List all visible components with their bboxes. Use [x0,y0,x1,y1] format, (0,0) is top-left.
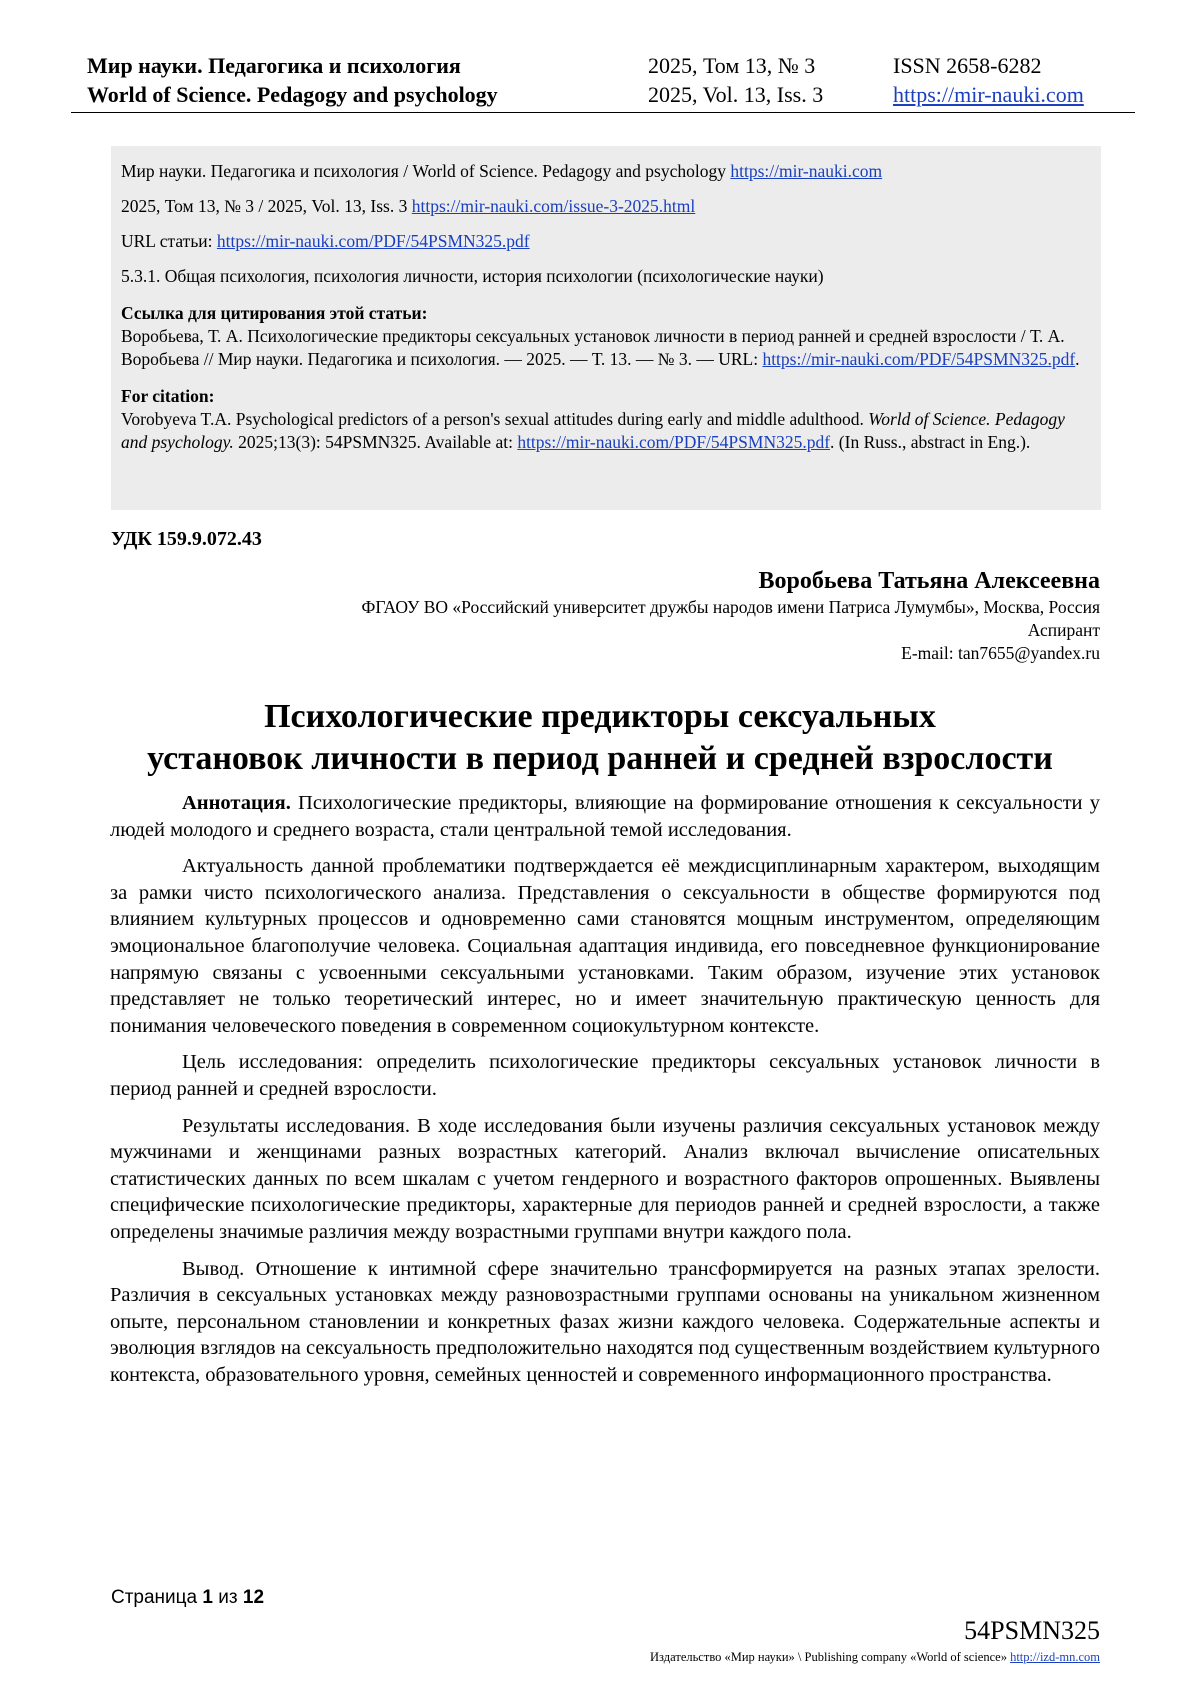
cite-ru-text: Воробьева, Т. А. Психологические предикторы сексуальных установок личности в период ранней и средней взрослости / Т. А. Воробьева // Мир науки. Педагогика и психология. — 2025. — Т. 13. — № 3. — URL: https://mir-nauki.com/PDF/54PSMN325.pdf. [121,326,1080,369]
abstract-paragraph: Актуальность данной проблематики подтверждается её междисциплинарным характером, выходящим за рамки чисто психологического анализа. Представления о сексуальности в обществе формируются под влиянием культурных процессов и одновременно сами становятся мощным инструментом, определяющим эмоциональное благополучие человека. Социальная адаптация индивида, его повседневное функционирование напрямую связаны с усвоенными сексуальными установками. Таким образом, изучение этих установок представляет не только теоретический интерес, но и имеет значительную практическую ценность для понимания человеческого поведения в современном социокультурном контексте. [110,855,1100,1037]
author-block [100,566,1100,665]
author-affiliation: ФГАОУ ВО «Российский университет дружбы народов имени Патриса Лумумбы», Москва, Россия [361,597,1100,617]
journal-title-ru: Мир науки. Педагогика и психология [87,53,461,78]
title-line-1: Психологические предикторы сексуальных [264,698,936,735]
author-email: E-mail: tan7655@yandex.ru [901,643,1100,663]
cite-ru-link[interactable]: https://mir-nauki.com/PDF/54PSMN325.pdf [762,349,1076,369]
journal-site-link[interactable]: https://mir-nauki.com [893,82,1084,107]
info-issue-line: 2025, Том 13, № 3 / 2025, Vol. 13, Iss. 3 https://mir-nauki.com/issue-3-2025.html [121,196,696,216]
udk-code: УДК 159.9.072.43 [111,528,262,550]
article-title [100,696,1100,780]
page-counter: Страница 1 из 12 [111,1587,265,1608]
cite-en-text: Vorobyeva T.A. Psychological predictors of a person's sexual attitudes during early and middle adulthood. World of Science. Pedagogy and psychology. 2025;13(3): 54PSMN325. Available at: https://mir-nauki.com/PDF/54PSMN325.pdf. (In Russ., abstract in Eng.). [121,409,1065,452]
issue-ru: 2025, Том 13, № 3 [648,53,816,78]
abstract [110,790,1100,1398]
info-article-link[interactable]: https://mir-nauki.com/PDF/54PSMN325.pdf [216,231,530,251]
article-code: 54PSMN325 [964,1616,1100,1645]
author-position: Аспирант [1027,620,1100,640]
citation-info-box [111,146,1101,510]
info-journal-line: Мир науки. Педагогика и психология / World of Science. Pedagogy and psychology https://mir-nauki.com [121,161,883,181]
issn: ISSN 2658-6282 [893,53,1042,78]
author-name: Воробьева Татьяна Алексеевна [758,568,1100,594]
cite-en-heading: For citation: [121,386,215,406]
publisher-line: Издательство «Мир науки» \ Publishing company «World of science» http://izd-mn.com [650,1650,1100,1664]
info-url-line: URL статьи: https://mir-nauki.com/PDF/54PSMN325.pdf [121,231,530,251]
abstract-paragraph: Цель исследования: определить психологические предикторы сексуальных установок личности в период ранней и средней взрослости. [110,1051,1100,1100]
info-specialty-line: 5.3.1. Общая психология, психология личности, история психологии (психологические науки) [121,266,824,286]
abstract-paragraph: Вывод. Отношение к интимной сфере значительно трансформируется на разных этапах зрелости. Различия в сексуальных установках между разновозрастными группами основаны на уникальном жизненном опыте, персональном становлении и конкретных фазах жизни каждого человека. Содержательные аспекты и эволюция взглядов на сексуальность предположительно находятся под существенным воздействием культурного контекста, образовательного уровня, семейных ценностей и современного информационного пространства. [110,1257,1100,1386]
info-issue-link[interactable]: https://mir-nauki.com/issue-3-2025.html [411,196,696,216]
abstract-paragraph: Аннотация. Психологические предикторы, влияющие на формирование отношения к сексуальности у людей молодого и среднего возраста, стали центральной темой исследования. [110,792,1100,841]
abstract-paragraph: Результаты исследования. В ходе исследования были изучены различия сексуальных установок между мужчинами и женщинами разных возрастных категорий. Анализ включал вычисление описательных статистических данных по всем шкалам с учетом гендерного и возрастного факторов опрошенных. Выявлены специфические психологические предикторы, характерные для периодов ранней и средней взрослости, а также определены значимые различия между возрастными группами внутри каждого пола. [110,1114,1100,1243]
cite-ru-heading: Ссылка для цитирования этой статьи: [121,303,428,323]
cite-en-link[interactable]: https://mir-nauki.com/PDF/54PSMN325.pdf [517,432,831,452]
abstract-label: Аннотация. [182,792,291,814]
issue-en: 2025, Vol. 13, Iss. 3 [648,82,824,107]
publisher-link[interactable]: http://izd-mn.com [1010,1650,1100,1664]
info-journal-link[interactable]: https://mir-nauki.com [730,161,883,181]
journal-title-en: World of Science. Pedagogy and psychology [87,82,498,107]
page-header [71,52,1135,113]
title-line-2: установок личности в период ранней и средней взрослости [147,740,1053,777]
